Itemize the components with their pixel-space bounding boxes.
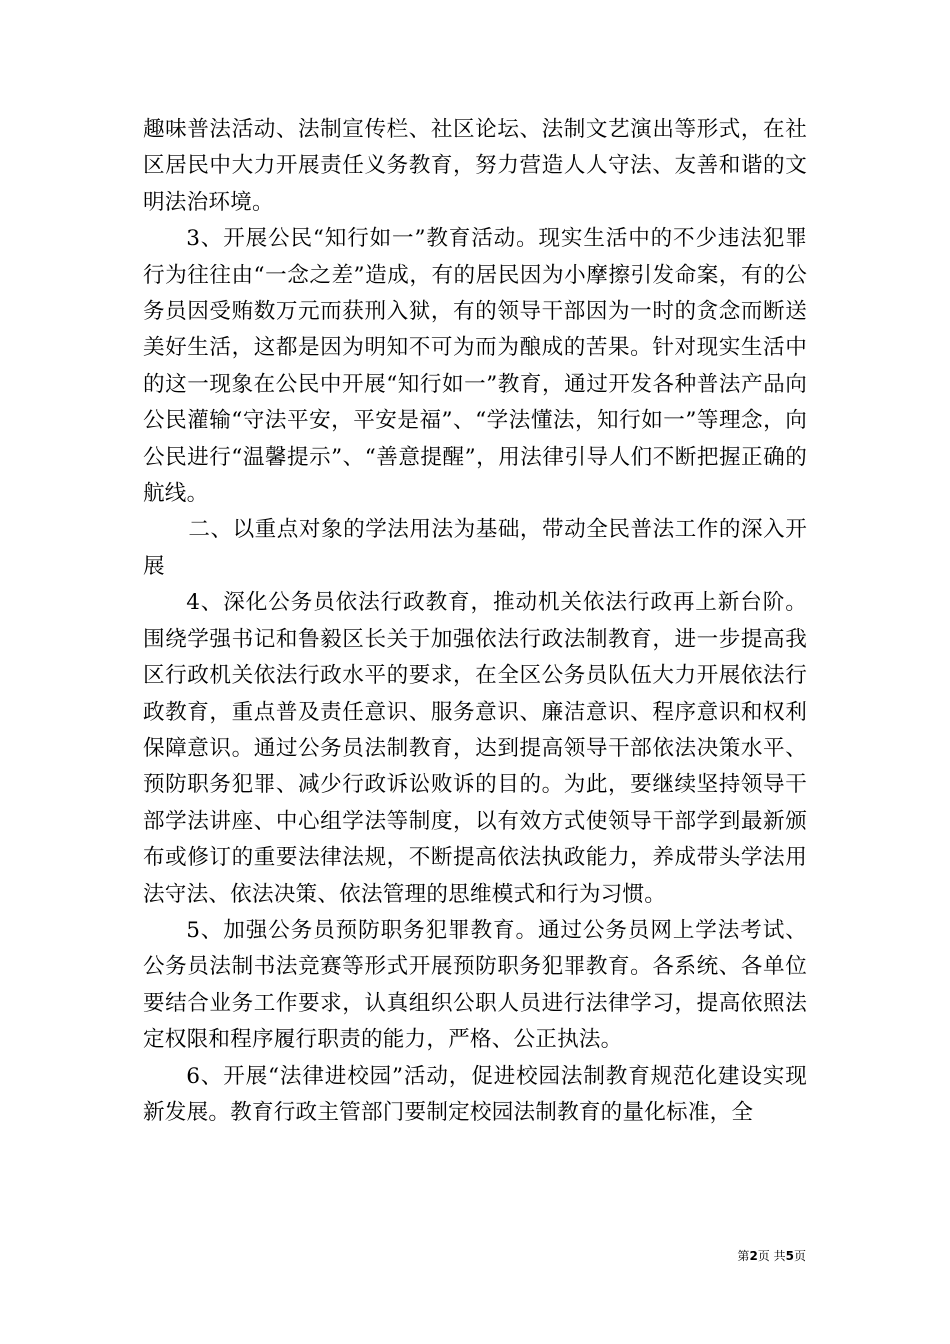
- footer-current-page: 2: [749, 1249, 758, 1263]
- paragraph-item-6: 6、开展“法律进校园”活动，促进校园法制教育规范化建设实现新发展。教育行政主管部门要制定校园法制教育的量化标准，全: [143, 1063, 807, 1125]
- footer-suffix: 页: [793, 1249, 806, 1263]
- paragraph-item-5: 5、加强公务员预防职务犯罪教育。通过公务员网上学法考试、公务员法制书法竞赛等形式开展预防职务犯罪教育。各系统、各单位要结合业务工作要求，认真组织公职人员进行法律学习，提高依照法定权限和程序履行职责的能力，严格、公正执法。: [143, 917, 807, 1053]
- footer-total-pages: 5: [785, 1249, 794, 1263]
- paragraph-item-3: 3、开展公民“知行如一”教育活动。现实生活中的不少违法犯罪行为往往由“一念之差”造成，有的居民因为小摩擦引发命案，有的公务员因受贿数万元而获刑入狱，有的领导干部因为一时的贪念而断送美好生活，这都是因为明知不可为而为酿成的苦果。针对现实生活中的这一现象在公民中开展“知行如一”教育，通过开发各种普法产品向公民灌输“守法平安，平安是福”、“学法懂法，知行如一”等理念，向公民进行“温馨提示”、“善意提醒”，用法律引导人们不断把握正确的航线。: [143, 226, 807, 507]
- footer-middle: 页 共: [757, 1249, 786, 1263]
- footer-prefix: 第: [737, 1249, 750, 1263]
- document-body: [143, 112, 807, 1131]
- paragraph-item-4: 4、深化公务员依法行政教育，推动机关依法行政再上新台阶。围绕学强书记和鲁毅区长关于加强依法行政法制教育，进一步提高我区行政机关依法行政水平的要求，在全区公务员队伍大力开展依法行政教育，重点普及责任意识、服务意识、廉洁意识、程序意识和权利保障意识。通过公务员法制教育，达到提高领导干部依法决策水平、预防职务犯罪、减少行政诉讼败诉的目的。为此，要继续坚持领导干部学法讲座、中心组学法等制度，以有效方式使领导干部学到最新颁布或修订的重要法律法规，不断提高依法执政能力，养成带头学法用法守法、依法决策、依法管理的思维模式和行为习惯。: [143, 590, 807, 907]
- section-heading-2: 二、以重点对象的学法用法为基础，带动全民普法工作的深入开展: [143, 517, 807, 579]
- page-number-footer: [737, 1248, 806, 1264]
- paragraph-continued: 趣味普法活动、法制宣传栏、社区论坛、法制文艺演出等形式，在社区居民中大力开展责任义务教育，努力营造人人守法、友善和谐的文明法治环境。: [143, 117, 807, 215]
